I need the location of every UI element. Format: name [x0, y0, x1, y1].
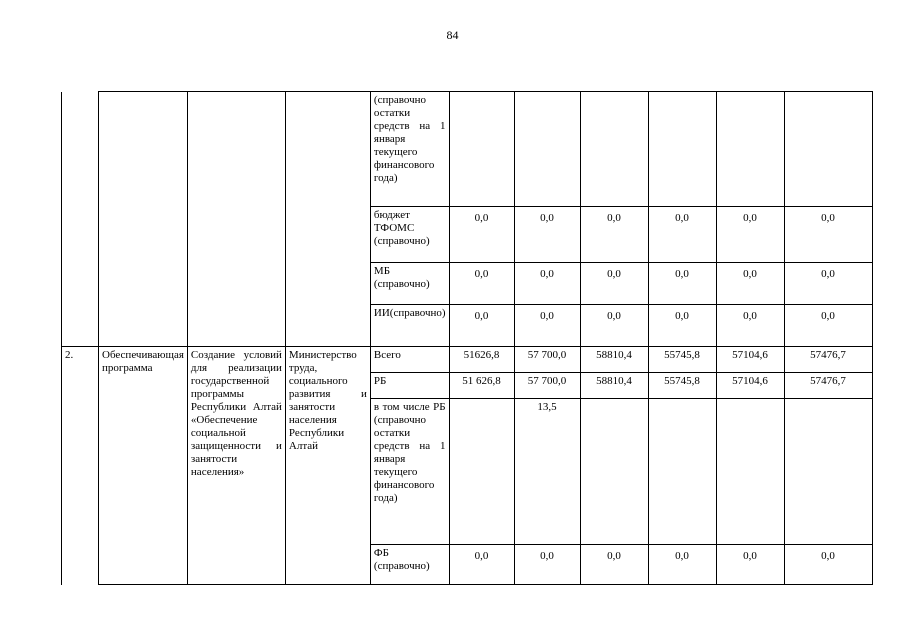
value-cell: 0,0 [580, 263, 648, 305]
value-cell: 0,0 [716, 207, 784, 263]
page-number: 84 [446, 28, 459, 42]
table-row [62, 305, 873, 347]
value-cell: 0,0 [648, 545, 716, 585]
item-executor: Министерство труда, социального развития и занятости населения Республики Алтай [285, 347, 370, 585]
value-cell: 0,0 [580, 545, 648, 585]
budget-table [61, 91, 873, 585]
source-cell: ИИ(справочно) [370, 305, 449, 347]
source-cell: бюджет ТФОМС (справочно) [370, 207, 449, 263]
value-cell: 0,0 [784, 305, 872, 347]
table-row [62, 207, 873, 263]
source-cell: (справочно остатки средств на 1 января текущего финансового года) [370, 92, 449, 207]
value-cell [784, 92, 872, 207]
value-cell [784, 399, 872, 545]
value-cell: 57104,6 [716, 347, 784, 373]
value-cell: 0,0 [514, 263, 580, 305]
value-cell: 0,0 [449, 545, 514, 585]
table-row [62, 347, 873, 373]
value-cell: 58810,4 [580, 347, 648, 373]
value-cell: 0,0 [784, 263, 872, 305]
value-cell: 0,0 [716, 305, 784, 347]
source-cell: ФБ (справочно) [370, 545, 449, 585]
value-cell: 0,0 [514, 207, 580, 263]
value-cell: 0,0 [648, 207, 716, 263]
value-cell: 0,0 [716, 263, 784, 305]
value-cell [514, 92, 580, 207]
value-cell: 0,0 [514, 305, 580, 347]
value-cell [449, 92, 514, 207]
source-cell: РБ [370, 373, 449, 399]
value-cell: 57476,7 [784, 373, 872, 399]
value-cell: 0,0 [784, 545, 872, 585]
value-cell [648, 399, 716, 545]
source-cell: в том числе РБ (справочно остатки средств на 1 января текущего финансового года) [370, 399, 449, 545]
value-cell: 51 626,8 [449, 373, 514, 399]
value-cell: 0,0 [449, 305, 514, 347]
value-cell: 13,5 [514, 399, 580, 545]
value-cell: 55745,8 [648, 347, 716, 373]
value-cell: 0,0 [449, 263, 514, 305]
value-cell: 0,0 [580, 305, 648, 347]
value-cell: 57 700,0 [514, 373, 580, 399]
value-cell: 0,0 [449, 207, 514, 263]
table-row [62, 92, 873, 207]
value-cell [580, 92, 648, 207]
item-name: Создание условий для реализации государственной программы Республики Алтай «Обеспечение социальной защищенности и занятости населения» [187, 347, 285, 585]
value-cell: 0,0 [784, 207, 872, 263]
value-cell: 51626,8 [449, 347, 514, 373]
value-cell [580, 399, 648, 545]
value-cell [716, 92, 784, 207]
value-cell: 0,0 [514, 545, 580, 585]
value-cell: 0,0 [648, 305, 716, 347]
value-cell: 0,0 [580, 207, 648, 263]
value-cell [449, 399, 514, 545]
value-cell: 0,0 [648, 263, 716, 305]
value-cell [648, 92, 716, 207]
value-cell: 55745,8 [648, 373, 716, 399]
source-cell: МБ (справочно) [370, 263, 449, 305]
value-cell [716, 399, 784, 545]
value-cell: 0,0 [716, 545, 784, 585]
value-cell: 57476,7 [784, 347, 872, 373]
value-cell: 58810,4 [580, 373, 648, 399]
value-cell: 57104,6 [716, 373, 784, 399]
table-row [62, 263, 873, 305]
source-cell: Всего [370, 347, 449, 373]
value-cell: 57 700,0 [514, 347, 580, 373]
item-type: Обеспечивающая программа [99, 347, 188, 585]
item-number: 2. [62, 347, 99, 585]
